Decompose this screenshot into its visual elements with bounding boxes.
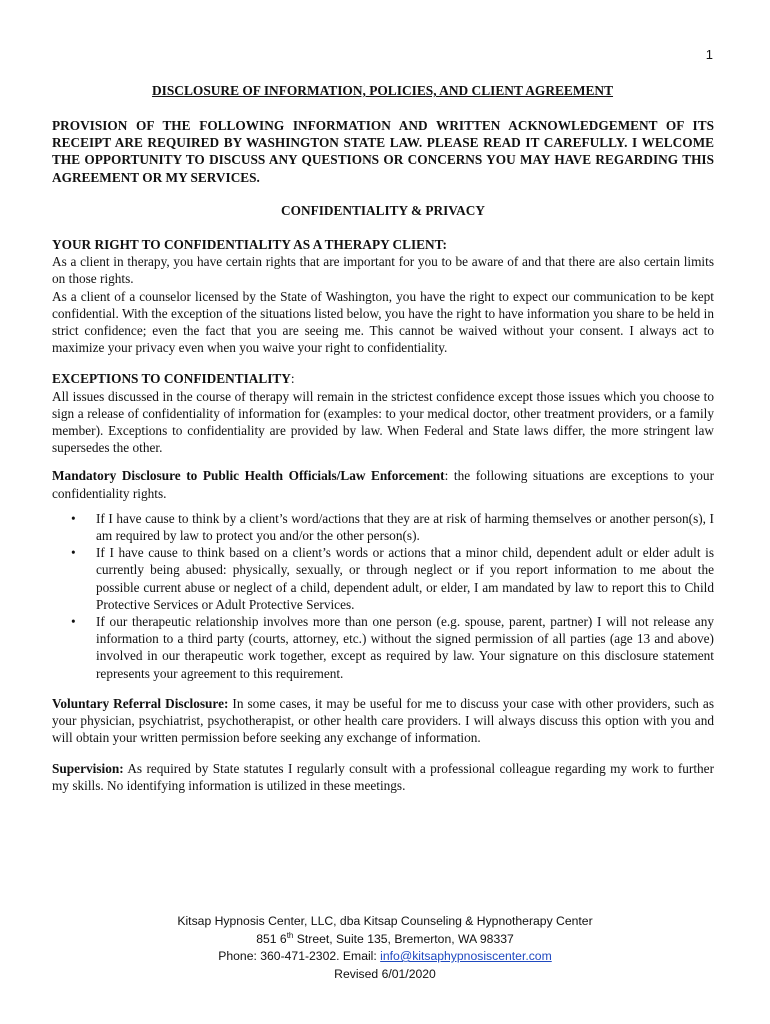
footer-contact: [0, 948, 770, 966]
mandatory-disclosure-heading: Mandatory Disclosure to Public Health Officials/Law Enforcement: [52, 468, 445, 484]
footer-address: [0, 931, 770, 949]
exceptions-heading: [52, 370, 714, 387]
supervision-paragraph: [52, 760, 714, 794]
mandatory-disclosure-text: : the following situations are exceptions to your confidentiality rights.: [52, 468, 714, 501]
bullet-icon: •: [71, 614, 76, 630]
page-footer: [0, 913, 770, 983]
confidentiality-right-paragraph-2: As a client of a counselor licensed by the State of Washington, you have the right to expect our communication to be kept confidential. With the exception of the situations listed below, you have the right to have information you share to be held in strict confidence; even the fact that you are seeing me. This cannot be waived without your consent. I always act to maximize your privacy even when you waive your right to confidentiality.: [52, 288, 714, 356]
list-item: [52, 510, 714, 544]
footer-address-number: 851 6: [256, 931, 287, 946]
exceptions-heading-text: EXCEPTIONS TO CONFIDENTIALITY: [52, 371, 291, 387]
voluntary-referral-paragraph: [52, 695, 714, 747]
voluntary-referral-heading: Voluntary Referral Disclosure:: [52, 695, 229, 711]
confidentiality-right-paragraph-1: As a client in therapy, you have certain rights that are important for you to be aware of and that there are also certain limits on those rights.: [52, 254, 714, 287]
bullet-icon: •: [71, 510, 76, 526]
list-item-text: If our therapeutic relationship involves more than one person (e.g. spouse, parent, partner) I will not release any information to a third party (courts, attorney, etc.) without the signed permission of all parties (age 13 and above) involved in our therapeutic work together, except as required by law. Your signature on this disclosure statement represents your agreement to this requirement.: [96, 614, 714, 681]
footer-revised: Revised 6/01/2020: [334, 966, 436, 981]
footer-address-street: Street, Suite 135, Bremerton, WA 98337: [293, 931, 514, 946]
footer-email-link[interactable]: info@kitsaphypnosiscenter.com: [380, 949, 552, 963]
list-item: [52, 613, 714, 682]
legal-notice: PROVISION OF THE FOLLOWING INFORMATION AND WRITTEN ACKNOWLEDGEMENT OF ITS RECEIPT ARE REQUIRED BY WASHINGTON STATE LAW. PLEASE READ IT CAREFULLY. I WELCOME THE OPPORTUNITY TO DISCUSS ANY QUESTIONS OR CONCERNS YOU MAY HAVE REGARDING THIS AGREEMENT OR MY SERVICES.: [52, 118, 714, 185]
document-body: [52, 117, 714, 794]
list-item: [52, 544, 714, 613]
page-number: 1: [705, 47, 713, 62]
bullet-icon: •: [71, 545, 76, 561]
voluntary-referral-text: In some cases, it may be useful for me to discuss your case with other providers, such as your physician, psychiatrist, psychotherapist, or other health care providers. I will always discuss this option with you and will obtain your written permission before seeking any exchange of information.: [52, 695, 714, 746]
mandatory-disclosure-list: [52, 510, 714, 682]
list-item-text: If I have cause to think by a client’s word/actions that they are at risk of harming themselves or another person(s), I am required by law to protect you and/or the other person(s).: [96, 510, 714, 544]
mandatory-disclosure-paragraph: [52, 467, 714, 501]
exceptions-heading-colon: :: [290, 371, 295, 387]
confidentiality-right-heading: YOUR RIGHT TO CONFIDENTIALITY AS A THERAPY CLIENT:: [52, 237, 447, 253]
list-item-text: If I have cause to think based on a client’s words or actions that a minor child, dependent adult or elder adult is currently being abused: physically, sexually, or through neglect or if you report information to me about the possible current abuse or neglect of a child, dependent adult, or elder, I am mandated by law to report this to Child Protective Services or Adult Protective Services.: [96, 545, 714, 612]
document-title: DISCLOSURE OF INFORMATION, POLICIES, AND CLIENT AGREEMENT: [151, 83, 614, 98]
supervision-text: As required by State statutes I regularly consult with a professional colleague regarding my work to further my skills. No identifying information is utilized in these meetings.: [52, 760, 714, 793]
exceptions-paragraph: All issues discussed in the course of therapy will remain in the strictest confidence except those issues which you choose to sign a release of confidentiality of information for (examples: to your medical doctor, other treatment providers, or a family member). Exceptions to confidentiality are provided by law. When Federal and State laws differ, the more stringent law supersedes the other.: [52, 388, 714, 456]
footer-phone: Phone: 360-471-2302. Email:: [218, 949, 381, 963]
footer-address-superscript: th: [286, 930, 294, 940]
footer-company: Kitsap Hypnosis Center, LLC, dba Kitsap Counseling & Hypnotherapy Center: [177, 914, 593, 928]
section-title: CONFIDENTIALITY & PRIVACY: [281, 202, 485, 218]
supervision-heading: Supervision:: [52, 760, 124, 776]
